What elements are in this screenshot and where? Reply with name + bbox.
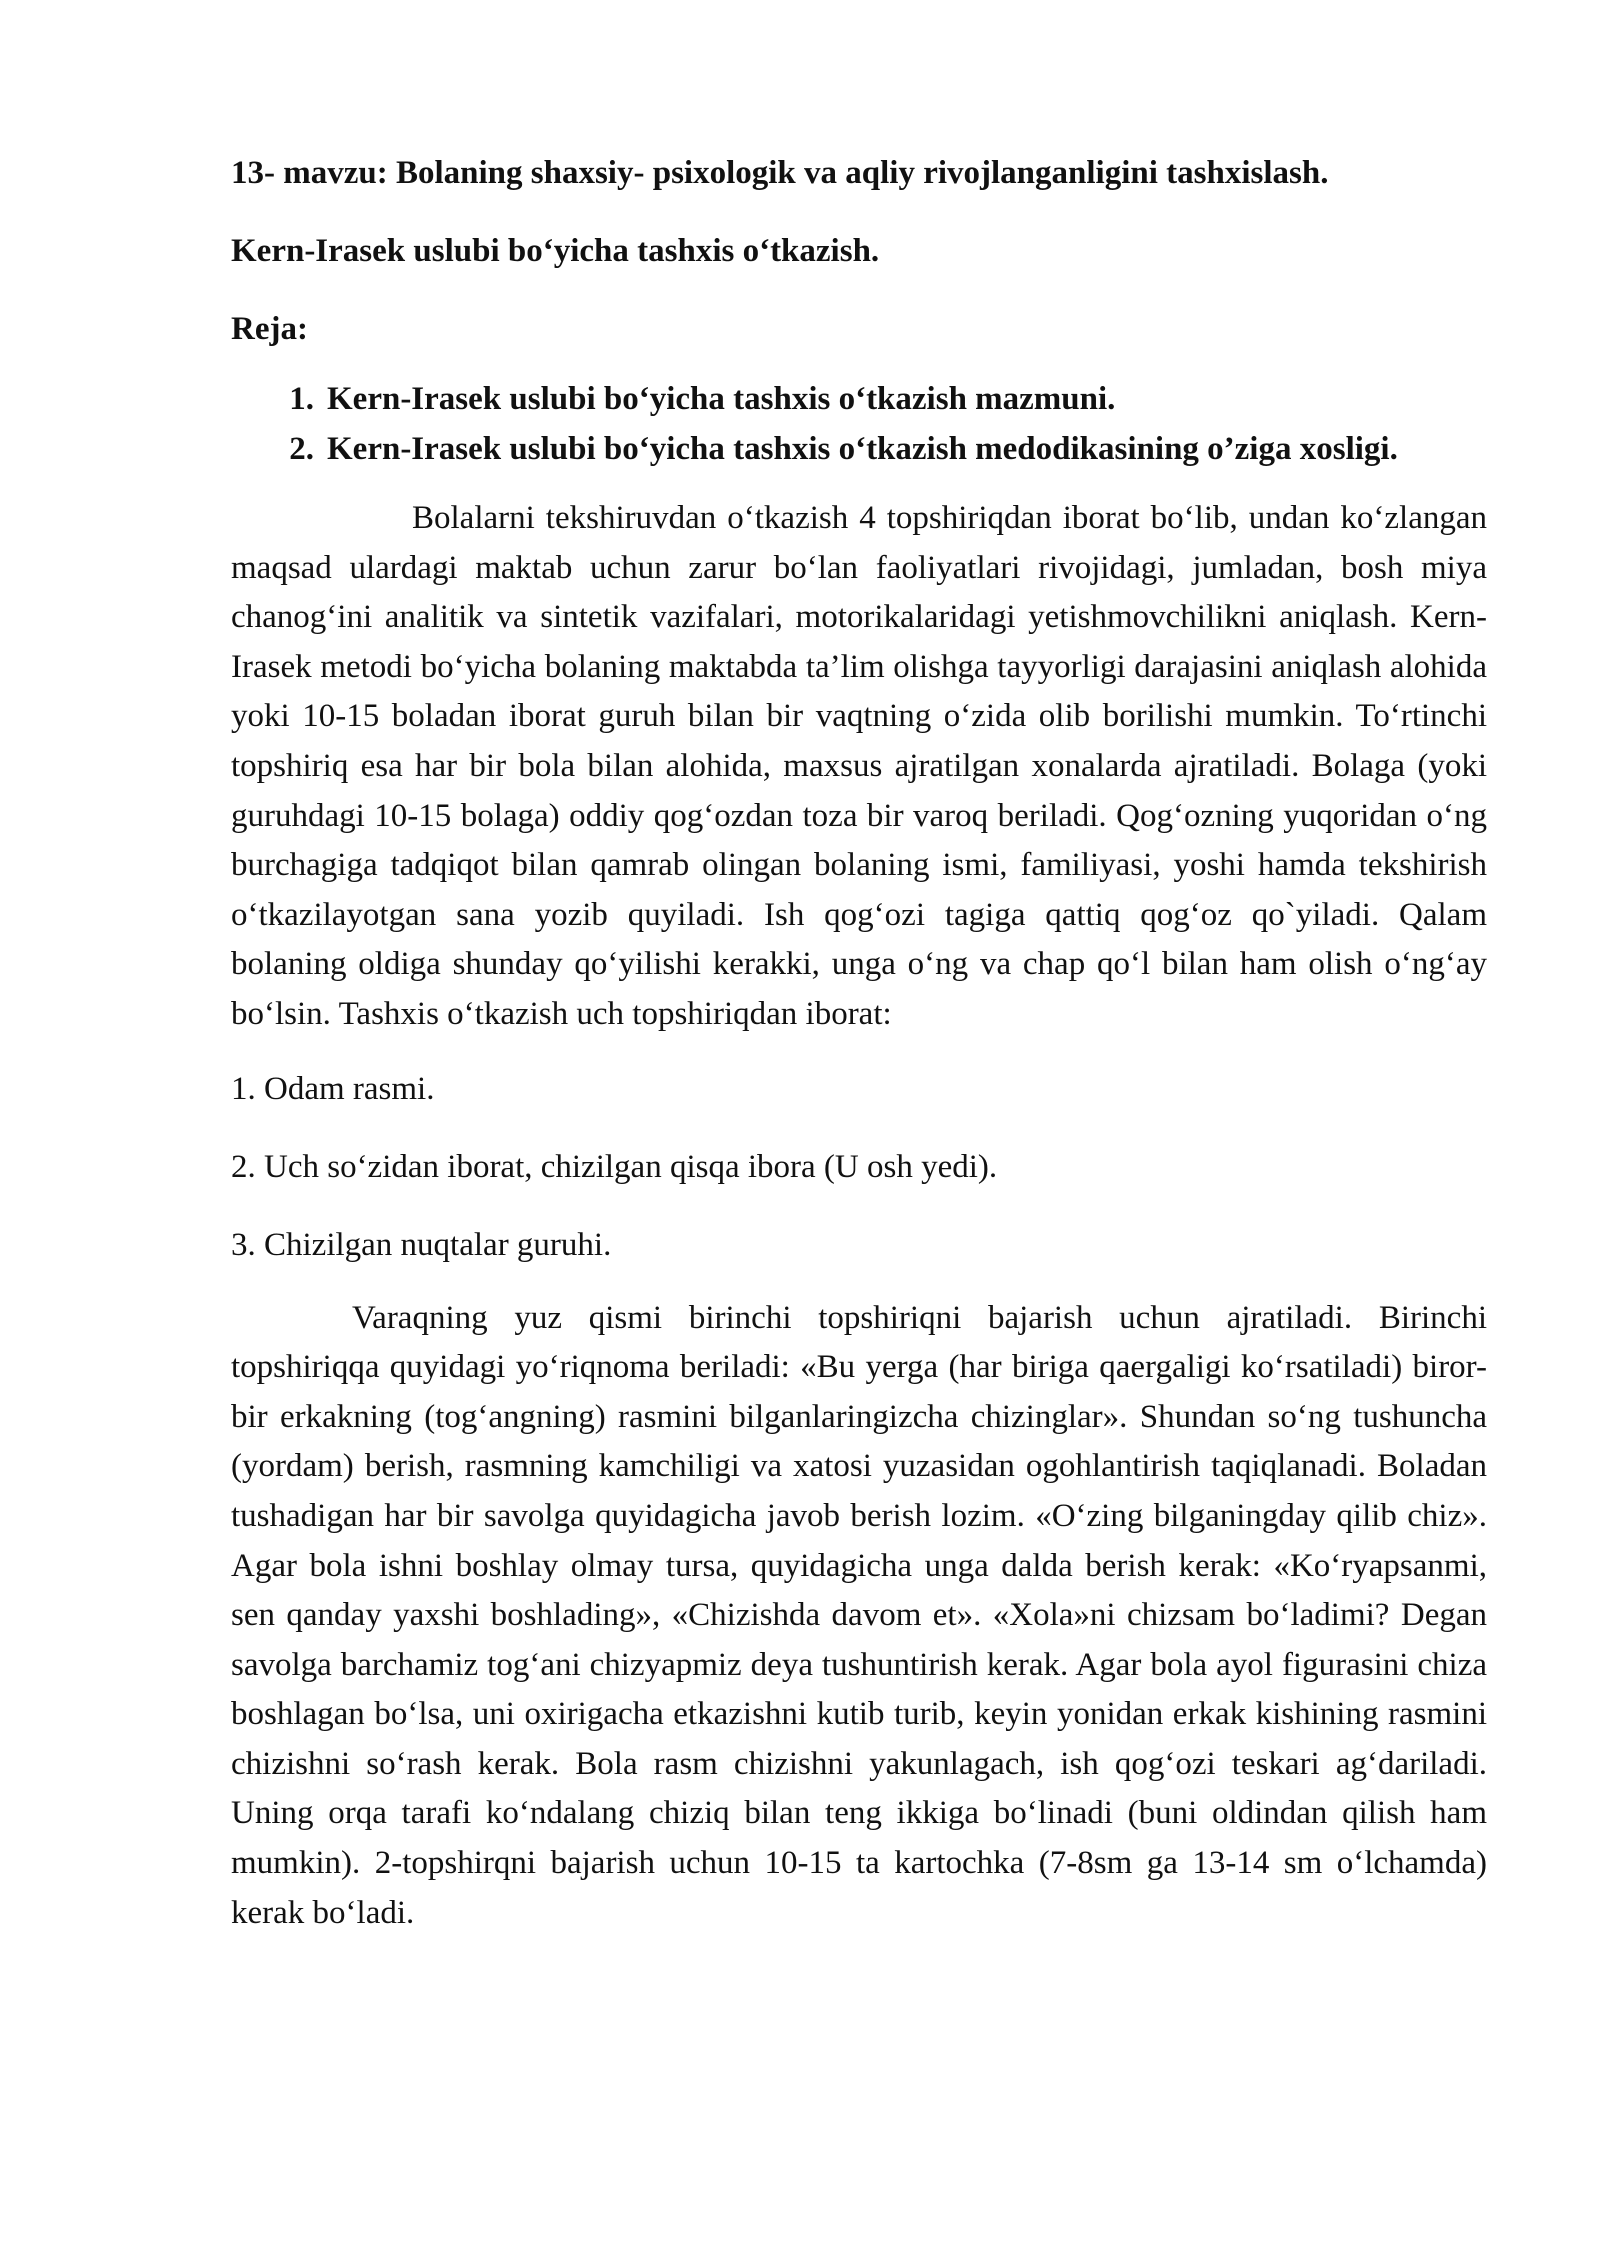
plan-item-number: 2. (289, 431, 314, 467)
document-page (231, 148, 1487, 1938)
body-paragraph-1: Bolalarni tekshiruvdan o‘tkazish 4 topshiriqdan iborat bo‘lib, undan ko‘zlangan maqsad ulardagi maktab uchun zarur bo‘lan faoliyatlari rivojidagi, jumladan, bosh miya chanog‘ini analitik va sintetik vazifalari, motorikalaridagi yetishmovchilikni aniqlash. Kern-Irasek metodi bo‘yicha bolaning maktabda ta’lim olishga tayyorligi darajasini aniqlash alohida yoki 10-15 boladan iborat guruh bilan bir vaqtning o‘zida olib borilishi mumkin. To‘rtinchi topshiriq esa har bir bola bilan alohida, maxsus ajratilgan xonalarda ajratiladi. Bolaga (yoki guruhdagi 10-15 bolaga) oddiy qog‘ozdan toza bir varoq beriladi. Qog‘ozning yuqoridan o‘ng burchagiga tadqiqot bilan qamrab olingan bolaning ismi, familiyasi, yoshi hamda tekshirish o‘tkazilayotgan sana yozib quyiladi. Ish qog‘ozi tagiga qattiq qog‘oz qo`yiladi. Qalam bolaning oldiga shunday qo‘yilishi kerakki, unga o‘ng va chap qo‘l bilan ham olish o‘ng‘ay bo‘lsin. Tashxis o‘tkazish uch topshiriqdan iborat: (231, 500, 1487, 1032)
plan-item-text: Kern-Irasek uslubi bo‘yicha tashxis o‘tkazish medodikasining o’ziga xosligi. (327, 431, 1398, 467)
task-item: 2. Uch so‘zidan iborat, chizilgan qisqa ibora (U osh yedi). (231, 1148, 998, 1185)
plan-item (231, 424, 1487, 474)
plan-list (231, 374, 1487, 474)
plan-heading: Reja: (231, 311, 308, 347)
plan-item-text: Kern-Irasek uslubi bo‘yicha tashxis o‘tkazish mazmuni. (327, 381, 1116, 417)
plan-item (231, 374, 1487, 424)
topic-title: 13- mavzu: Bolaning shaxsiy- psixologik va aqliy rivojlanganligini tashxislash. (231, 155, 1329, 191)
plan-item-number: 1. (289, 381, 314, 417)
topic-subtitle: Kern-Irasek uslubi bo‘yicha tashxis o‘tkazish. (231, 233, 880, 269)
task-item: 3. Chizilgan nuqtalar guruhi. (231, 1226, 612, 1263)
body-paragraph-2: Varaqning yuz qismi birinchi topshiriqni bajarish uchun ajratiladi. Birinchi topshiriqqa quyidagi yo‘riqnoma beriladi: «Bu yerga (har biriga qaergaligi ko‘rsatiladi) biror-bir erkakning (tog‘angning) rasmini bilganlaringizcha chizinglar». Shundan so‘ng tushuncha (yordam) berish, rasmning kamchiligi va xatosi yuzasidan ogohlantirish taqiqlanadi. Boladan tushadigan har bir savolga quyidagicha javob berish lozim. «O‘zing bilganingday qilib chiz». Agar bola ishni boshlay olmay tursa, quyidagicha unga dalda berish kerak: «Ko‘ryapsanmi, sen qanday yaxshi boshlading», «Chizishda davom et». «Xola»ni chizsam bo‘ladimi? Degan savolga barchamiz tog‘ani chizyapmiz deya tushuntirish kerak. Agar bola ayol figurasini chiza boshlagan bo‘lsa, uni oxirigacha etkazishni kutib turib, keyin yonidan erkak kishining rasmini chizishni so‘rash kerak. Bola rasm chizishni yakunlagach, ish qog‘ozi teskari ag‘dariladi. Uning orqa tarafi ko‘ndalang chiziq bilan teng ikkiga bo‘linadi (buni oldindan qilish ham mumkin). 2-topshirqni bajarish uchun 10-15 ta kartochka (7-8sm ga 13-14 sm o‘lchamda) kerak bo‘ladi. (231, 1299, 1487, 1931)
task-item: 1. Odam rasmi. (231, 1070, 435, 1107)
